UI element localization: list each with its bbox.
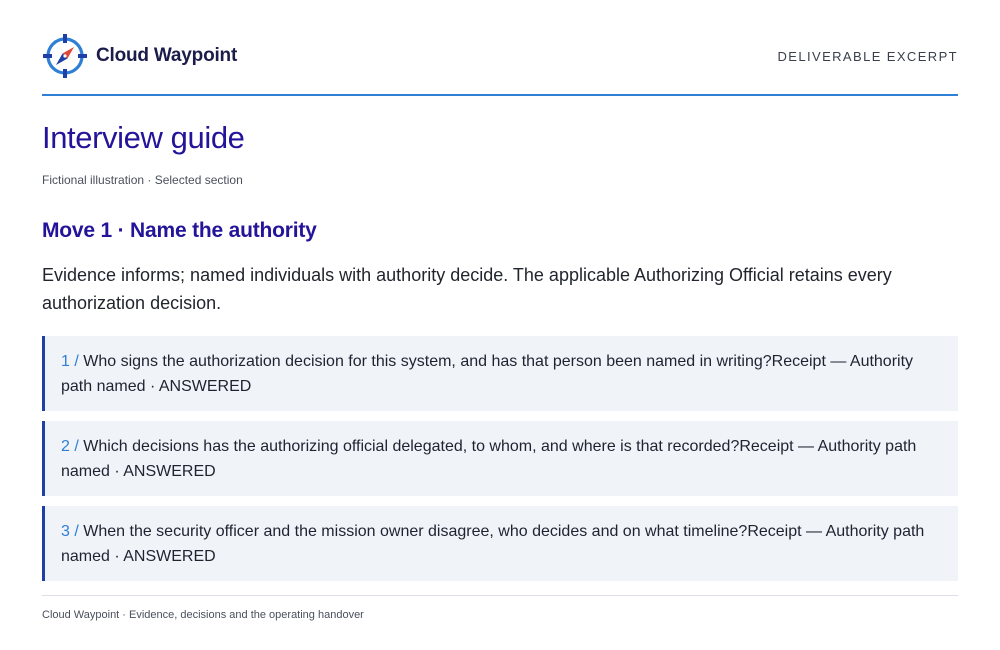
page-header bbox=[42, 32, 958, 80]
page-footer: Cloud Waypoint · Evidence, decisions and the operating handover bbox=[42, 609, 364, 621]
question-list bbox=[42, 336, 958, 591]
question-text: Who signs the authorization decision for this system, and has that person been named in writing?Receipt — Authority path named · ANSWERED bbox=[61, 353, 914, 395]
question-text: When the security officer and the mission owner disagree, who decides and on what timeline?Receipt — Authority path named · ANSWERED bbox=[61, 523, 925, 565]
footer-divider bbox=[42, 595, 958, 596]
question-text: Which decisions has the authorizing official delegated, to whom, and where is that recorded?Receipt — Authority path named · ANSWERED bbox=[61, 438, 917, 480]
question-card bbox=[42, 421, 958, 496]
section-heading: Move 1 · Name the authority bbox=[42, 219, 317, 242]
page-subtitle: Fictional illustration · Selected section bbox=[42, 173, 243, 187]
question-card bbox=[42, 506, 958, 581]
question-text-block bbox=[61, 349, 942, 399]
question-text-block bbox=[61, 434, 942, 484]
compass-icon bbox=[42, 33, 88, 79]
section-lead: Evidence informs; named individuals with authority decide. The applicable Authorizing Official retains every authorization decision. bbox=[42, 265, 892, 313]
header-divider bbox=[42, 94, 958, 96]
brand-name: Cloud Waypoint bbox=[96, 45, 238, 66]
question-number: 2 / bbox=[61, 438, 79, 455]
question-number: 1 / bbox=[61, 353, 79, 370]
document-kind-label: DELIVERABLE EXCERPT bbox=[777, 48, 958, 64]
question-card bbox=[42, 336, 958, 411]
question-number: 3 / bbox=[61, 523, 79, 540]
brand bbox=[42, 33, 237, 79]
page-title: Interview guide bbox=[42, 120, 245, 155]
question-text-block bbox=[61, 519, 942, 569]
